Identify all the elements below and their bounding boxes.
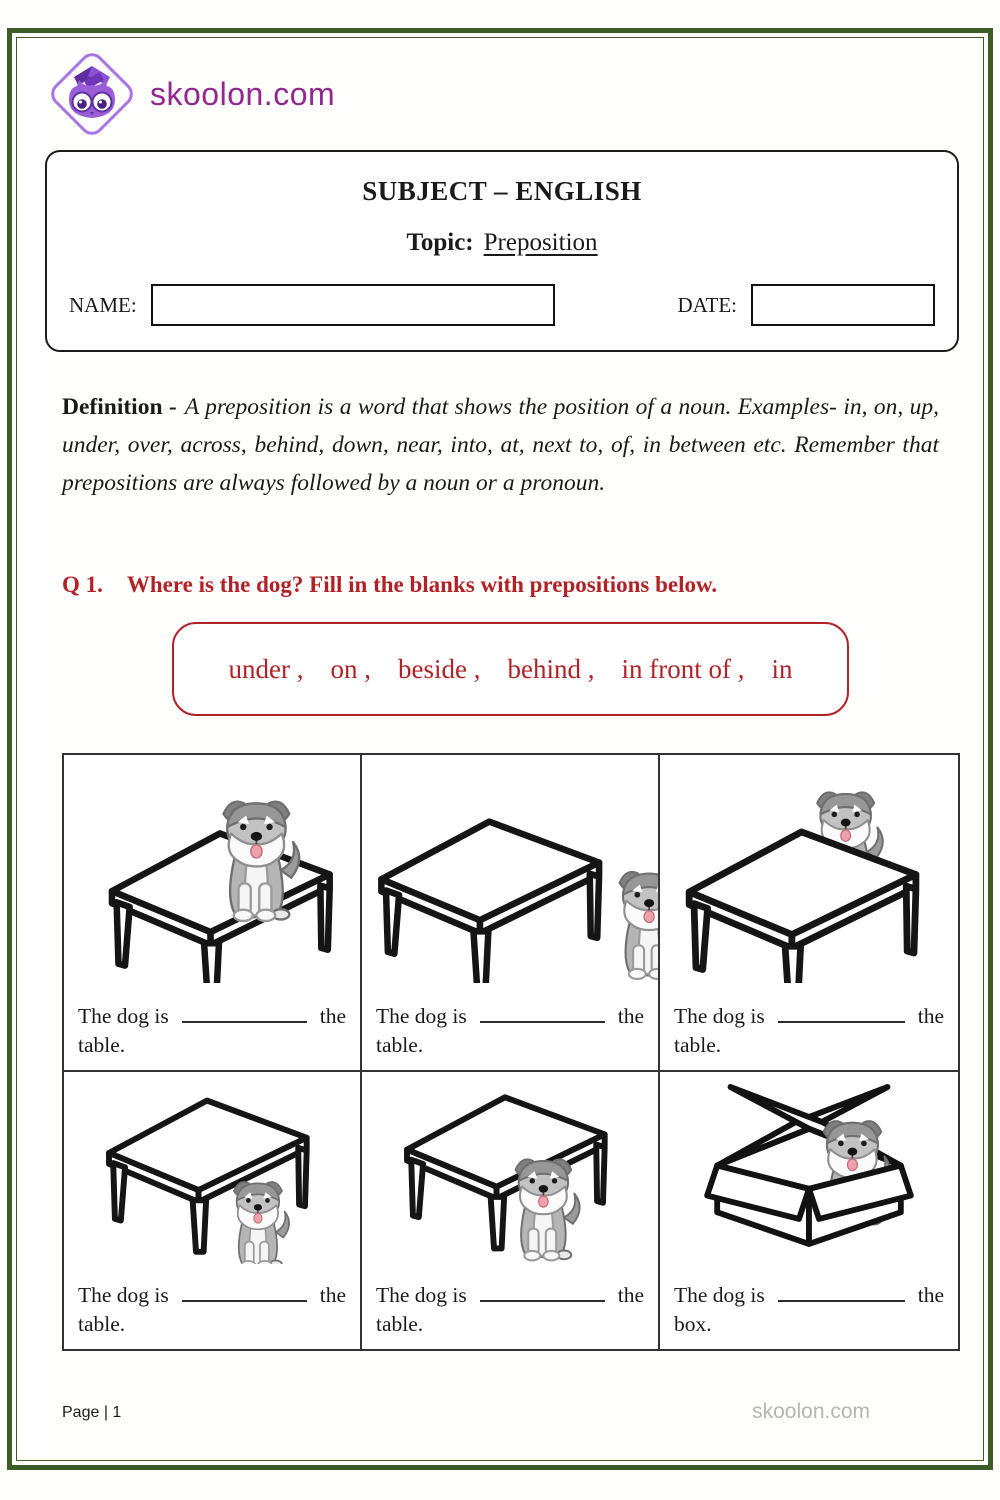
sentence [64, 1000, 360, 1071]
sentence [660, 1279, 958, 1350]
answer-blank[interactable] [182, 1000, 307, 1024]
sentence-end: the [617, 1283, 644, 1307]
exercise-cell-5 [362, 1072, 660, 1349]
topic-label: Topic: [406, 229, 474, 256]
sentence-end: the [319, 1004, 346, 1028]
name-label: NAME: [69, 292, 137, 317]
footer-site-name: skoolon.com [752, 1400, 870, 1423]
site-logo [48, 50, 335, 138]
sentence [64, 1279, 360, 1350]
definition-body: A preposition is a word that shows the position of a noun. Examples- in, on, up, under, over, across, behind, down, near, into, at, next to, of, in between etc. Remember that prepositions are always followed by a noun or a pronoun. [62, 394, 939, 496]
sentence-end: the [917, 1004, 944, 1028]
question-number: Q 1. [62, 572, 103, 597]
sentence-line2: table. [78, 1312, 126, 1336]
question-line [62, 572, 717, 598]
sentence-line2: box. [674, 1312, 712, 1336]
topic-value: Preposition [483, 229, 598, 256]
definition-label: Definition - [62, 394, 177, 420]
sentence [362, 1279, 658, 1350]
topic-line [47, 229, 957, 257]
worksheet-header-box [45, 150, 959, 352]
exercise-cell-4 [64, 1072, 362, 1349]
name-input-box[interactable] [151, 284, 555, 326]
sentence-line2: table. [376, 1312, 424, 1336]
sentence-line2: table. [376, 1033, 424, 1057]
exercise-cell-1 [64, 755, 362, 1072]
sentence-start: The dog is [376, 1004, 467, 1028]
sentence-end: the [617, 1004, 644, 1028]
exercise-cell-2 [362, 755, 660, 1072]
dog-behind-table-illustration [660, 755, 958, 983]
word-bank-box [172, 622, 849, 716]
date-input-box[interactable] [751, 284, 935, 326]
answer-blank[interactable] [480, 1000, 605, 1024]
dog-beside-table-illustration [362, 755, 658, 983]
answer-blank[interactable] [480, 1279, 605, 1303]
answer-blank[interactable] [778, 1000, 905, 1024]
sentence-line2: table. [674, 1033, 722, 1057]
owl-diamond-logo-icon [48, 50, 136, 138]
sentence [660, 1000, 958, 1071]
question-text: Where is the dog? Fill in the blanks with prepositions below. [126, 572, 718, 597]
dog-on-table-illustration [64, 755, 360, 983]
sentence-end: the [917, 1283, 944, 1307]
word-bank-words: under , on , beside , behind , in front of , in [228, 653, 793, 684]
sentence-start: The dog is [674, 1283, 765, 1307]
dog-in-box-illustration [660, 1072, 958, 1264]
sentence-start: The dog is [78, 1004, 169, 1028]
sentence-end: the [319, 1283, 346, 1307]
site-name: skoolon.com [150, 75, 336, 112]
definition-paragraph [62, 388, 939, 502]
dog-under-table-illustration [64, 1072, 360, 1264]
sentence-start: The dog is [376, 1283, 467, 1307]
sentence-line2: table. [78, 1033, 126, 1057]
sentence-start: The dog is [674, 1004, 765, 1028]
footer-page-number: Page | 1 [62, 1404, 122, 1421]
sentence [362, 1000, 658, 1071]
answer-blank[interactable] [182, 1279, 307, 1303]
answer-blank[interactable] [778, 1279, 905, 1303]
exercise-cell-3 [660, 755, 958, 1072]
dog-in-front-of-table-illustration [362, 1072, 658, 1264]
date-label: DATE: [677, 292, 737, 317]
exercise-grid [62, 753, 960, 1351]
sentence-start: The dog is [78, 1283, 169, 1307]
exercise-cell-6 [660, 1072, 958, 1349]
subject-title: SUBJECT – ENGLISH [362, 176, 642, 206]
name-date-row [47, 284, 957, 326]
